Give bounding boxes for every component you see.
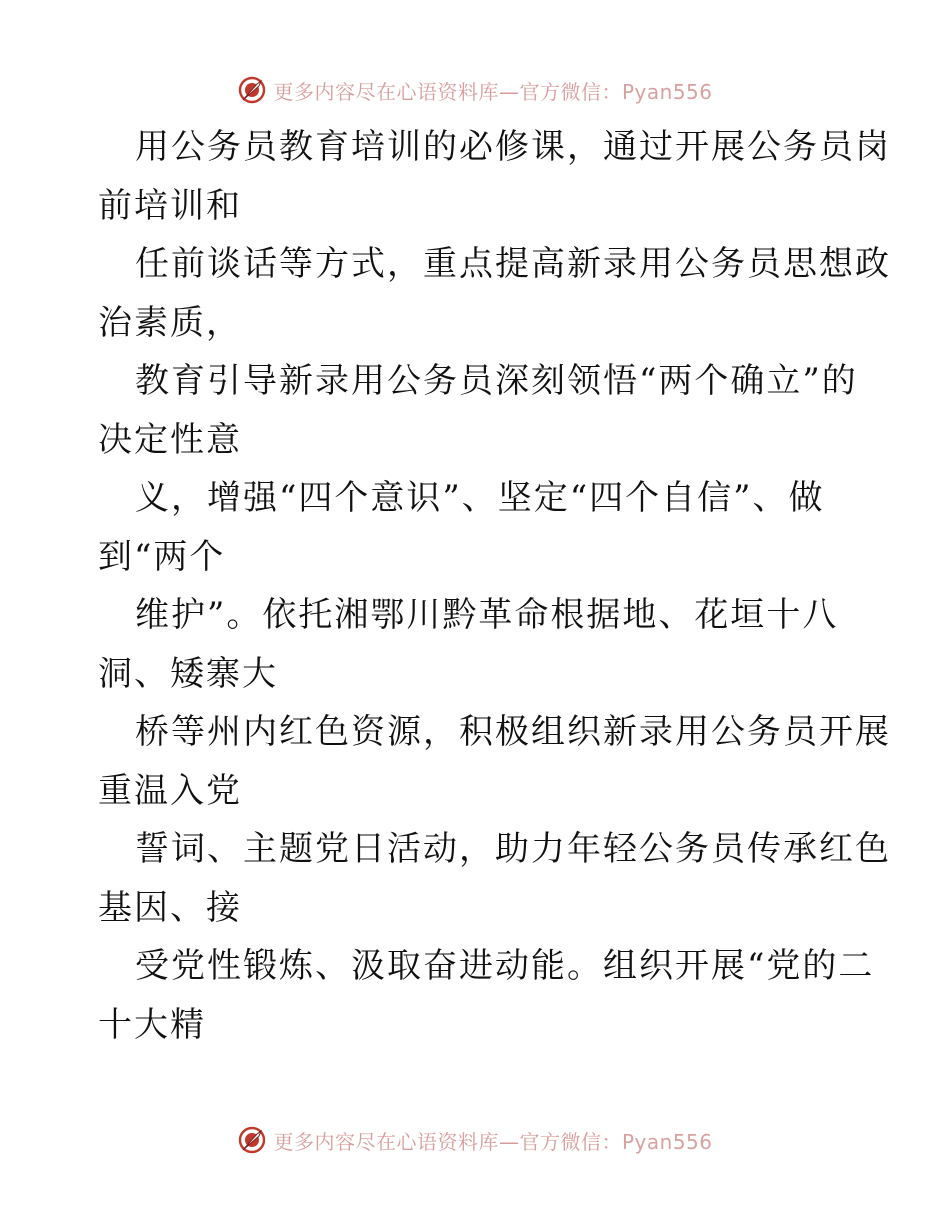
text-line: 任前谈话等方式，重点提高新录用公务员思想政 <box>135 244 891 284</box>
text-line: 义，增强“四个意识”、坚定“四个自信”、做 <box>135 478 825 518</box>
text-line: 教育引导新录用公务员深刻领悟“两个确立”的 <box>135 361 858 401</box>
watermark-text: 更多内容尽在心语资料库—官方微信：Pyan556 <box>273 79 713 104</box>
text-line: 誓词、主题党日活动，助力年轻公务员传承红色 <box>135 829 891 869</box>
quill-logo-icon <box>237 75 267 105</box>
text-line: 桥等州内红色资源，积极组织新录用公务员开展 <box>135 712 891 752</box>
text-line: 用公务员教育培训的必修课，通过开展公务员岗 <box>135 127 891 167</box>
document-body <box>98 118 891 1054</box>
watermark-header <box>0 70 950 110</box>
text-line: 十大精 <box>98 1004 206 1045</box>
watermark-footer <box>0 1120 950 1160</box>
quill-logo-icon <box>237 1125 267 1155</box>
text-line: 基因、接 <box>98 887 242 928</box>
text-line: 到“两个 <box>98 536 226 577</box>
text-line: 洞、矮寨大 <box>98 653 278 694</box>
text-line: 前培训和 <box>98 185 242 226</box>
text-line: 维护”。依托湘鄂川黔革命根据地、花垣十八 <box>135 595 839 635</box>
text-line: 受党性锻炼、汲取奋进动能。组织开展“党的二 <box>135 946 875 986</box>
text-line: 重温入党 <box>98 770 242 811</box>
text-line: 决定性意 <box>98 419 242 460</box>
watermark-text: 更多内容尽在心语资料库—官方微信：Pyan556 <box>273 1129 713 1154</box>
text-line: 治素质， <box>98 302 242 343</box>
